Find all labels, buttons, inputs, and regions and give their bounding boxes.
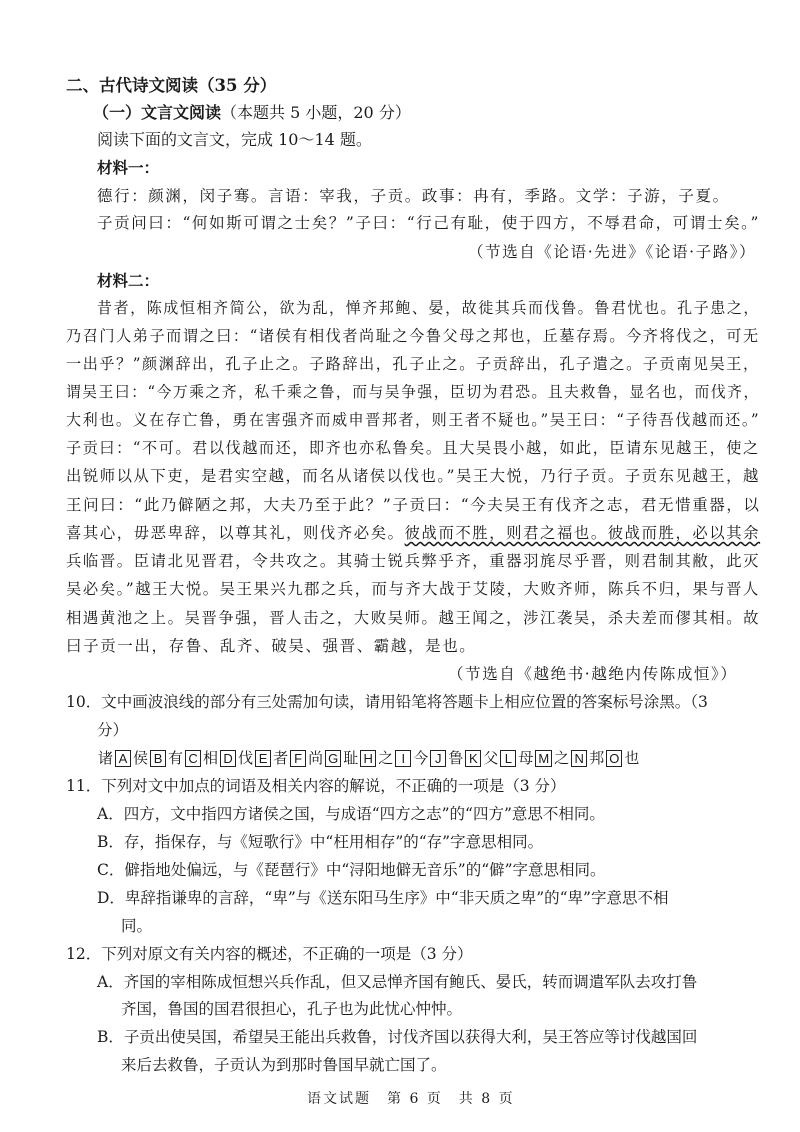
- material2-line-11: 吴必矣。”越王大悦。吴王果兴九郡之兵，而与齐大战于艾陵，大败齐师，陈兵不归，果与晋人: [66, 580, 760, 598]
- subsection-heading: [93, 103, 411, 123]
- q11-option-a: A．四方，文中指四方诸侯之国，与成语“四方之志”的“四方”意思不相同。: [97, 805, 605, 823]
- sequence-char: 诸: [98, 749, 114, 767]
- sequence-char: 邦: [589, 749, 605, 767]
- material2-line-7: 出锐师以从下吏，是君实空越，而名从诸侯以伐也。”吴王大悦，乃行子贡。子贡东见越王，越: [66, 467, 760, 485]
- wavy-underline-text: 彼战而不胜，则君之福也。彼战而胜，必以其余: [404, 524, 761, 542]
- sequence-char: 侯: [133, 749, 149, 767]
- q12-option-a-line-2: 齐国，鲁国的国君很担心，孔子也为此忧心忡忡。: [121, 1000, 463, 1018]
- sequence-char: 也: [624, 749, 640, 767]
- q11-option-b: B．存，指保存，与《短歌行》中“枉用相存”的“存”字意思相同。: [97, 833, 544, 851]
- answer-box-g: G: [325, 750, 341, 767]
- answer-box-f: F: [290, 750, 306, 767]
- material1-source: （节选自《论语·先进》《论语·子路》）: [468, 243, 757, 261]
- material2-source: （节选自《越绝书·越绝内传陈成恒》）: [448, 665, 738, 683]
- answer-box-h: H: [360, 750, 376, 767]
- sequence-char: 母: [518, 749, 534, 767]
- material2-line-1: 昔者，陈成恒相齐简公，欲为乱，惮齐邦鲍、晏，故徙其兵而伐鲁。鲁君忧也。孔子患之，: [97, 299, 761, 317]
- sequence-char: 相: [203, 749, 219, 767]
- sequence-char: 父: [483, 749, 499, 767]
- sequence-char: 耻: [343, 749, 359, 767]
- answer-box-m: M: [535, 750, 552, 767]
- page-footer: 语文试题 第 6 页 共 8 页: [307, 1091, 515, 1107]
- material2-label: 材料二：: [97, 272, 160, 290]
- sequence-char: 鲁: [448, 749, 464, 767]
- subsection-title: （一）文言文阅读: [93, 103, 222, 122]
- sequence-char: 者: [273, 749, 289, 767]
- section-title: 二、古代诗文阅读（35 分）: [66, 76, 277, 95]
- q12-option-b-line-2: 来后去救鲁，子贡认为到那时鲁国早就亡国了。: [121, 1056, 447, 1074]
- q12-option-a-line-1: A．齐国的宰相陈成恒想兴兵作乱，但又忌惮齐国有鲍氏、晏氏，转而调遣军队去攻打鲁: [97, 973, 698, 991]
- material2-line-3: 一出乎？”颜渊辞出，孔子止之。子路辞出，孔子止之。子贡辞出，孔子遣之。子贡南见吴王，: [66, 355, 760, 373]
- material2-line-13: 曰子贡一出，存鲁、乱齐、破吴、强晋、霸越，是也。: [66, 637, 477, 655]
- sequence-char: 有: [168, 749, 184, 767]
- material1-label: 材料一：: [97, 159, 160, 177]
- answer-box-j: J: [430, 750, 446, 767]
- q10-stem: 10．文中画波浪线的部分有三处需加句读，请用铅笔将答题卡上相应位置的答案标号涂黑。（3: [66, 693, 708, 711]
- material1-line-1: 德行：颜渊，闵子骞。言语：宰我，子贡。政事：冉有，季路。文学：子游，子夏。: [97, 187, 730, 205]
- q11-option-d: D．卑辞指谦卑的言辞，“卑”与《送东阳马生序》中“非天质之卑”的“卑”字意思不相: [97, 889, 669, 907]
- q10-punctuation-sequence: [97, 748, 640, 768]
- answer-box-b: B: [150, 750, 166, 767]
- answer-box-c: C: [185, 750, 201, 767]
- subsection-note: （本题共 5 小题，20 分）: [221, 103, 411, 122]
- q12-option-b-line-1: B．子贡出使吴国，希望吴王能出兵救鲁，讨伐齐国以获得大利，吴王答应等讨伐越国回: [97, 1028, 698, 1046]
- answer-box-o: O: [606, 750, 622, 767]
- sequence-char: 尚: [308, 749, 324, 767]
- answer-box-e: E: [255, 750, 271, 767]
- material2-line-6: 子贡曰：“不可。君以伐越而还，即齐也亦私鲁矣。且大吴畏小越，如此，臣请东见越王，使之: [66, 439, 760, 457]
- instruction-text: 阅读下面的文言文，完成 10～14 题。: [97, 130, 372, 149]
- material1-line-2: 子贡问曰：“何如斯可谓之士矣？”子曰：“行己有耻，使于四方，不辱君命，可谓士矣。”: [97, 214, 761, 232]
- sequence-char: 今: [413, 749, 429, 767]
- answer-box-i: I: [395, 750, 411, 767]
- material2-line-9-text: 喜其心，毋恶卑辞，以尊其礼，则伐齐必矣。: [66, 524, 405, 542]
- q10-stem-cont: 分）: [97, 721, 129, 739]
- material2-line-10: 兵临晋。臣请北见晋君，令共攻之。其骑士锐兵弊乎齐，重器羽旄尽乎晋，则君制其敝，此灭: [66, 552, 761, 570]
- q12-stem: 12．下列对原文有关内容的概述，不正确的一项是（3 分）: [66, 945, 473, 963]
- material2-line-9: [66, 523, 760, 543]
- answer-box-k: K: [465, 750, 481, 767]
- sequence-char: 之: [378, 749, 394, 767]
- sequence-char: 之: [554, 749, 570, 767]
- sequence-char: 伐: [238, 749, 254, 767]
- material2-line-2: 乃召门人弟子而谓之曰：“诸侯有相伐者尚耻之今鲁父母之邦也，丘墓存焉。今齐将伐之，可无: [66, 327, 760, 345]
- material2-line-4: 谓吴王曰：“今万乘之齐，私千乘之鲁，而与吴争强，臣切为君恐。且夫救鲁，显名也，而伐齐，: [66, 383, 760, 401]
- material2-line-5: 大利也。义在存亡鲁，勇在害强齐而威申晋邦者，则王者不疑也。”吴王曰：“子待吾伐越而还。”: [66, 411, 761, 429]
- material2-line-12: 相遇黄池之上。吴晋争强，晋人击之，大败吴师。越王闻之，涉江袭吴，杀夫差而僇其相。故: [66, 609, 761, 627]
- q11-option-d-cont: 同。: [121, 917, 153, 935]
- answer-box-d: D: [220, 750, 236, 767]
- answer-box-l: L: [500, 750, 516, 767]
- answer-box-n: N: [571, 750, 587, 767]
- q11-option-c: C．僻指地处偏远，与《琵琶行》中“浔阳地僻无音乐”的“僻”字意思相同。: [97, 861, 606, 879]
- material2-line-8: 王问曰：“此乃僻陋之邦，大夫乃至于此？”子贡曰：“今夫吴王有伐齐之志，君无惜重器，以: [66, 496, 761, 514]
- q11-stem: 11．下列对文中加点的词语及相关内容的解说，不正确的一项是（3 分）: [66, 777, 566, 795]
- answer-box-a: A: [115, 750, 131, 767]
